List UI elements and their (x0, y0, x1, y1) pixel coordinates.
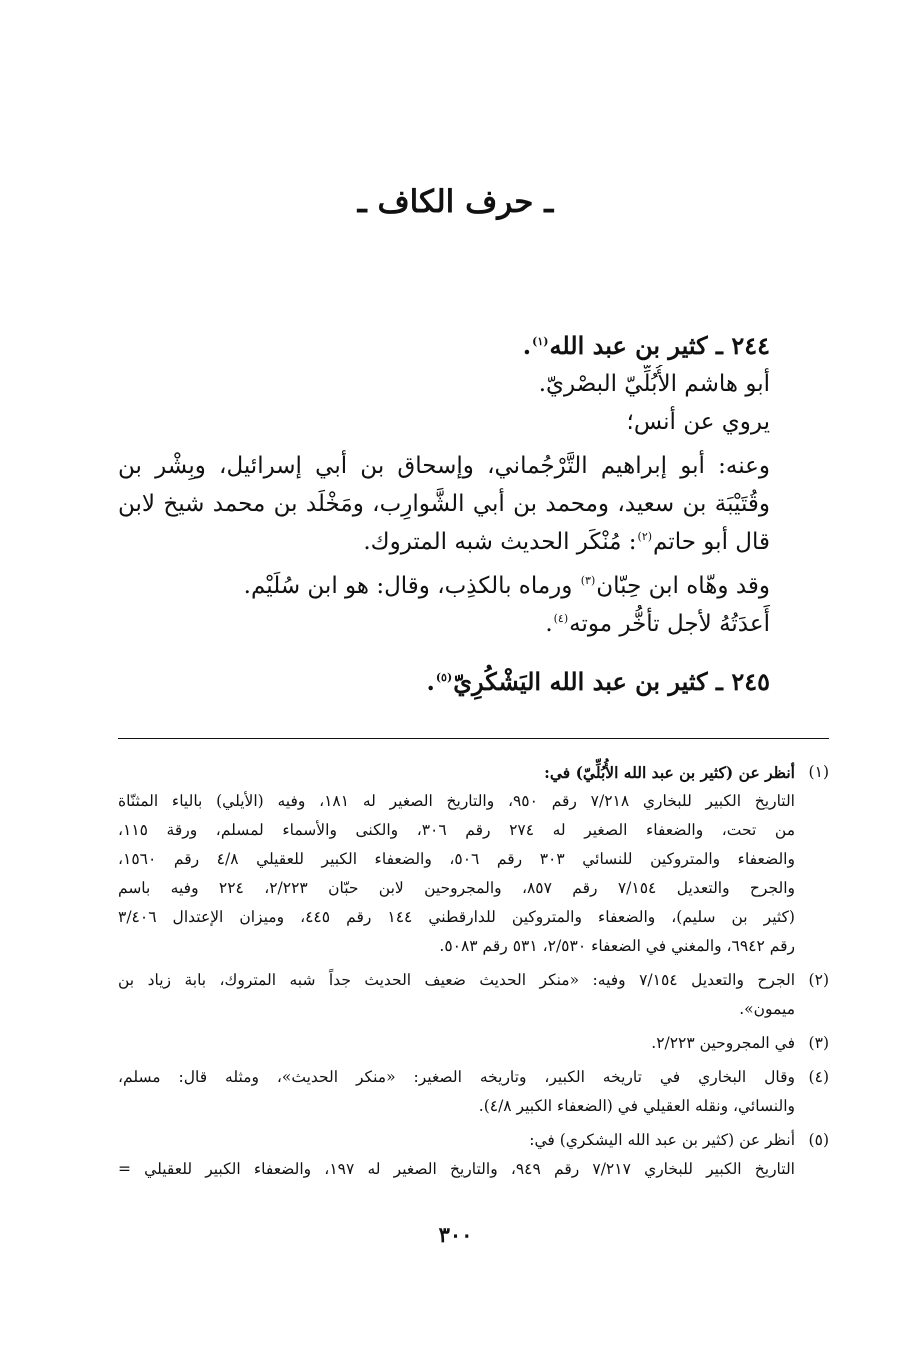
quote-text: ورماه بالكذِب، وقال: هو ابن سُلَيْم. (243, 573, 580, 599)
main-text (118, 327, 770, 701)
footnote-line: الجرح والتعديل ٧/١٥٤ وفيه: «منكر الحديث ضعيف الحديث جداً شبه المتروك، بابة زياد بن (118, 971, 795, 989)
footnote (118, 758, 829, 961)
footnote-line: (كثير بن سليم)، والضعفاء والمتروكين للدارقطني ١٤٤ رقم ٤٤٥، وميزان الإعتدال ٣/٤٠٦ (118, 908, 795, 926)
quote-text: أَعدَتُهُ لأجل تأخُّر موته (569, 611, 770, 637)
page-number: ٣٠٠ (438, 1222, 473, 1247)
quote-text: قال أبو حاتم (653, 529, 770, 555)
footnote-body (118, 1126, 795, 1184)
entry-students-line: وقُتَيْبَة بن سعيد، ومحمد بن أبي الشَّوارِب، ومَخْلَد بن محمد شيخ لابن (118, 491, 770, 517)
footnote-ref: (٣) (580, 574, 596, 588)
entry-narrates: يروي عن أنس؛ (626, 409, 770, 435)
quote-text: . (545, 611, 553, 637)
footnote-line: والجرح والتعديل ٧/١٥٤ رقم ٨٥٧، والمجروحين لابن حبّان ٢/٢٢٣، ٢٢٤ وفيه باسم (118, 879, 795, 897)
footnote-body (118, 758, 795, 961)
footnote-ref: (٤) (553, 612, 569, 626)
entry-heading-245 (118, 663, 770, 701)
footnote-line: أنظر عن (كثير بن عبد الله الأُبُلِّيّ) في: (544, 763, 795, 782)
footnote-ref: (٥) (435, 671, 453, 684)
footnote-number: (٤) (808, 1068, 829, 1086)
footnote (118, 1029, 829, 1058)
footnote-body (118, 1063, 795, 1121)
entry-quote-note (118, 605, 770, 643)
entry-quote-ibn-hibban (118, 567, 770, 605)
footnote-line: رقم ٦٩٤٢، والمغني في الضعفاء ٢/٥٣٠، ٥٣١ رقم ٥٠٨٣. (439, 937, 795, 955)
footnote-line: والنسائي، ونقله العقيلي في (الضعفاء الكبير ٤/٨). (478, 1097, 795, 1115)
footnotes (118, 758, 829, 1189)
footnote-number: (٥) (808, 1131, 829, 1149)
entry-kunya: أبو هاشم الأُبُلِّيّ البصْريّ. (538, 371, 770, 397)
footnote-body (118, 966, 795, 1024)
footnote-ref: (١) (532, 335, 549, 348)
chapter-title: ـ حرف الكاف ـ (357, 184, 554, 220)
footnote-number: (٢) (808, 971, 829, 989)
entry-heading-end: . (522, 331, 532, 360)
footnote-line: وقال البخاري في تاريخه الكبير، وتاريخه الصغير: «منكر الحديث»، ومثله قال: مسلم، (118, 1068, 795, 1086)
footnote-line: من تحت، والضعفاء الصغير له ٢٧٤ رقم ٣٠٦، والكنى والأسماء لمسلم، ورقة ١١٥، (118, 821, 795, 839)
footnote-number: (١) (808, 763, 829, 781)
footnote-number: (٣) (808, 1034, 829, 1052)
entry-quote-abu-hatim (118, 523, 770, 561)
footnote-line: التاريخ الكبير للبخاري ٧/٢١٧ رقم ٩٤٩، والتاريخ الصغير له ١٩٧، والضعفاء الكبير للعقيلي = (118, 1160, 795, 1178)
footnote-line: والضعفاء والمتروكين للنسائي ٣٠٣ رقم ٥٠٦، والضعفاء الكبير للعقيلي ٤/٨ رقم ١٥٦٠، (118, 850, 795, 868)
entry-heading-text: ٢٤٥ ـ كثير بن عبد الله اليَشْكُرِيّ (453, 667, 770, 696)
footnote-line: ميمون». (739, 1000, 795, 1018)
footnote-separator (118, 738, 829, 739)
entry-heading-text: ٢٤٤ ـ كثير بن عبد الله (549, 331, 770, 360)
entry-heading-end: . (426, 667, 435, 696)
footnote (118, 1063, 829, 1121)
footnote-line: التاريخ الكبير للبخاري ٧/٢١٨ رقم ٩٥٠، والتاريخ الصغير له ١٨١، وفيه (الأيلي) بالياء المثنّاة (118, 792, 795, 810)
quote-text: وقد وهّاه ابن حِبّان (596, 573, 770, 599)
footnote (118, 966, 829, 1024)
quote-text: : مُنْكَر الحديث شبه المتروك. (363, 529, 637, 555)
footnote (118, 1126, 829, 1184)
footnote-line: في المجروحين ٢/٢٢٣. (651, 1034, 795, 1052)
footnote-body (118, 1029, 795, 1058)
footnote-ref: (٢) (637, 530, 653, 544)
entry-students-line: وعنه: أبو إبراهيم التَّرْجُماني، وإسحاق بن أبي إسرائيل، وبِشْر بن (118, 453, 770, 479)
entry-heading-244 (118, 327, 770, 365)
footnote-line: أنظر عن (كثير بن عبد الله اليشكري) في: (529, 1131, 795, 1149)
